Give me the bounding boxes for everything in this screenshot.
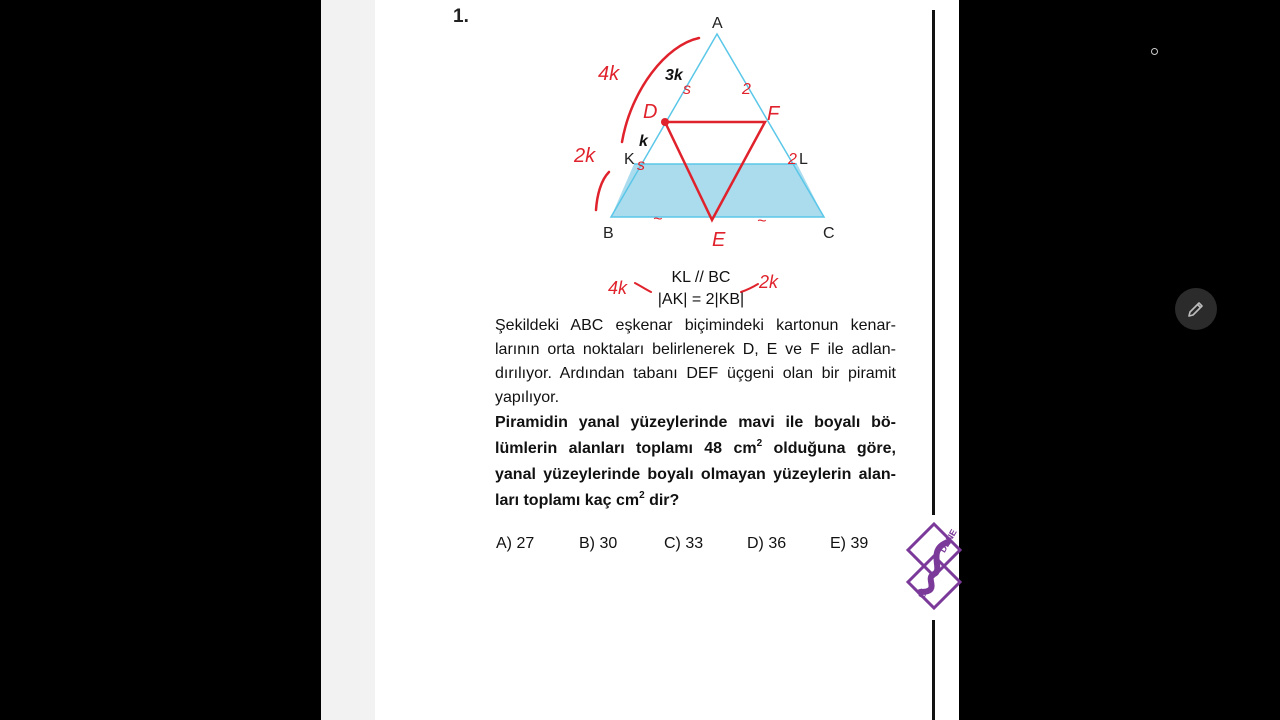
choice-d[interactable]: D) 36 <box>747 535 787 552</box>
label-a: A <box>712 15 723 32</box>
document-page <box>321 0 959 720</box>
note-3k: 3k <box>665 67 683 84</box>
note-2-right: 2 <box>742 81 751 98</box>
question-paragraph <box>495 314 896 410</box>
logo-text-top: DENE <box>937 527 959 555</box>
prompt-line: ları toplamı kaç $cm^2$ dir? <box>495 490 680 509</box>
publisher-logo <box>904 520 964 612</box>
given-ratio: |AK| = 2|KB| <box>657 291 745 308</box>
given-note-right: 2k <box>759 272 779 292</box>
label-k: K <box>624 151 635 168</box>
note-f: F <box>767 103 780 125</box>
pencil-icon <box>1186 299 1206 319</box>
note-tilde-right: ~ <box>757 213 767 230</box>
prompt-line: lümlerin alanları toplamı 48 $cm^2$ olduğuna göre, <box>495 438 896 457</box>
label-c: C <box>823 225 835 242</box>
paragraph-line: larının orta noktaları belirlenerek D, E ve F ile adlan- <box>495 341 896 358</box>
choice-a[interactable]: A) 27 <box>496 535 535 552</box>
label-b: B <box>603 225 614 242</box>
edit-button[interactable] <box>1175 288 1217 330</box>
logo-text-bottom: Bİ <box>916 587 930 601</box>
note-4k: 4k <box>598 63 620 85</box>
prompt-line: yanal yüzeylerinde boyalı olmayan yüzeylerin alan- <box>495 466 896 483</box>
question-prompt <box>495 410 896 514</box>
note-2k: 2k <box>574 145 596 167</box>
point-d <box>661 118 669 126</box>
given-note-left: 4k <box>608 278 628 298</box>
paragraph-line: dırılıyor. Ardından tabanı DEF üçgeni olan bir piramit <box>495 365 896 382</box>
note-2-low: 2 <box>788 151 797 168</box>
note-d: D <box>643 101 658 123</box>
note-s-upper: s <box>683 81 691 98</box>
prompt-line: Piramidin yanal yüzeylerinde mavi ile boyalı bö- <box>495 414 896 431</box>
choice-c[interactable]: C) 33 <box>664 535 704 552</box>
arc-kb-note <box>596 172 609 210</box>
paragraph-line: yapılıyor. <box>495 389 560 406</box>
given-parallel: KL // BC <box>671 269 731 286</box>
note-k: k <box>639 133 648 150</box>
paragraph-line: Şekildeki ABC eşkenar biçimindeki kartonun kenar- <box>495 317 896 334</box>
column-divider-lower <box>932 620 935 720</box>
indicator-dot <box>1151 48 1158 55</box>
question-number: 1. <box>453 6 469 27</box>
label-l: L <box>799 151 808 168</box>
choice-e[interactable]: E) 39 <box>830 535 869 552</box>
note-s-lower: s <box>637 157 645 174</box>
note-tilde-left: ~ <box>653 211 663 228</box>
note-e: E <box>712 229 726 251</box>
choice-b[interactable]: B) 30 <box>579 535 618 552</box>
